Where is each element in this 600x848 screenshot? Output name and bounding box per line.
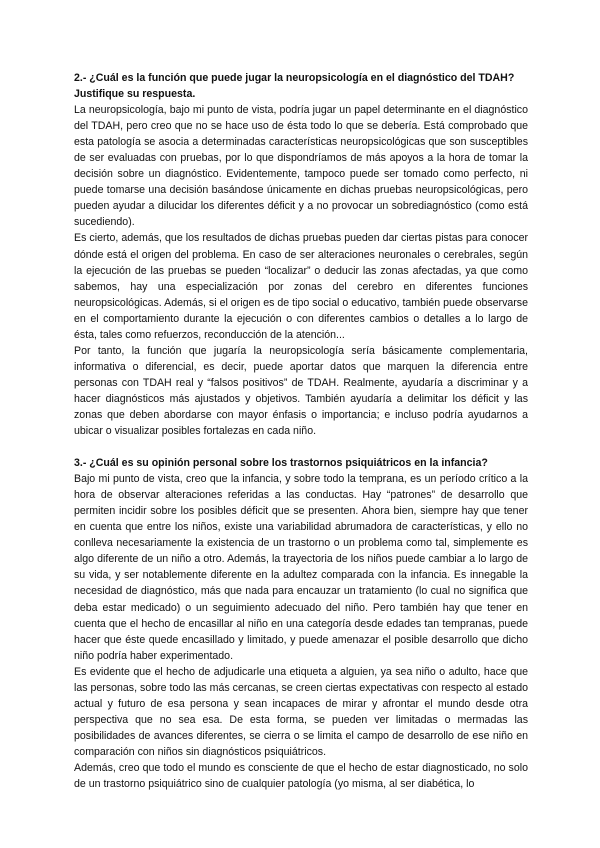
question-2-paragraph-2: Es cierto, además, que los resultados de dichas pruebas pueden dar ciertas pistas para conocer dónde está el origen del problema. En caso de ser alteraciones neuronales o cerebrales, según la ejecución de las pruebas se pueden “localizar” o deducir las zonas afectadas, ya que como sabemos, hay una especialización por zonas del cerebro en diferentes funciones neuropsicológicas. Además, si el origen es de tipo social o educativo, también puede observarse en el comportamiento durante la ejecución o con diferentes cambios o detalles a lo largo de ésta, tales como refuerzos, reconducción de la atención...	[74, 232, 528, 341]
question-2-paragraph-1: La neuropsicología, bajo mi punto de vista, podría jugar un papel determinante en el diagnóstico del TDAH, pero creo que no se hace uso de ésta todo lo que se debería. Está comprobado que esta patología se asocia a determinadas características neuropsicológicas que son susceptibles de ser evaluadas con pruebas, por lo que dispondríamos de más apoyos a la hora de tomar la decisión sobre un diagnóstico. Evidentemente, tampoco puede ser tomado como perfecto, ni puede tomarse una decisión basándose únicamente en dichas pruebas neuropsicológicas, pero pueden ayudar a dilucidar los diferentes déficit y a no provocar un sobrediagnóstico (como está sucediendo).	[74, 104, 528, 229]
question-2-heading: 2.- ¿Cuál es la función que puede jugar la neuropsicología en el diagnóstico del TDAH? Justifique su respuesta.	[74, 72, 515, 101]
question-3-heading: 3.- ¿Cuál es su opinión personal sobre los trastornos psiquiátricos en la infancia?	[74, 457, 488, 470]
section-spacer	[74, 439, 528, 455]
document-body	[74, 70, 528, 792]
question-2-paragraph-3: Por tanto, la función que jugaría la neuropsicología sería básicamente complementaria, informativa o diferencial, es decir, puede aportar datos que marquen la diferencia entre personas con TDAH real y “falsos positivos” de TDAH. Realmente, ayudaría a discriminar y a hacer diagnósticos más ajustados y objetivos. También ayudaría a delimitar los déficit y las zonas que deben abordarse con mayor énfasis o importancia; e incluso podría ayudarnos a ubicar o visualizar posibles fortalezas en cada niño.	[74, 344, 528, 438]
question-3-paragraph-3: Además, creo que todo el mundo es consciente de que el hecho de estar diagnosticado, no solo de un trastorno psiquiátrico sino de cualquier patología (yo misma, al ser diabética, lo	[74, 761, 528, 791]
question-3-paragraph-2: Es evidente que el hecho de adjudicarle una etiqueta a alguien, ya sea niño o adulto, hace que las personas, sobre todo las más cercanas, se creen ciertas expectativas con respecto al estado actual y futuro de esa persona y sean incapaces de mirar y afrontar el mundo desde otra perspectiva que no sea esa. De esta forma, se pueden ver limitadas o mermadas las posibilidades de avances diferentes, se cierra o se limita el campo de desarrollo de ese niño en comparación con niños sin diagnósticos psiquiátricos.	[74, 665, 528, 758]
question-3-paragraph-1: Bajo mi punto de vista, creo que la infancia, y sobre todo la temprana, es un período crítico a la hora de observar alteraciones referidas a las conductas. Hay “patrones” de desarrollo que permiten incidir sobre los posibles déficit que se presenten. Ahora bien, siempre hay que tener en cuenta que entre los niños, existe una variabilidad abrumadora de características, y ello no conlleva necesariamente la existencia de un trastorno o un problema como tal, simplemente es algo diferente de un niño a otro. Además, la trayectoria de los niños puede cambiar a lo largo de su vida, y ser notablemente diferente en la adultez comparada con la infancia. Es innegable la necesidad de diagnóstico, más que nada para encauzar un tratamiento (lo cual no significa que deba estar medicado) o un seguimiento adecuado del niño. Pero también hay que tener en cuenta que el hecho de encasillar al niño en una categoría desde edades tan tempranas, puede hacer que éste quede encasillado y limitado, y puede amenazar el posible desarrollo que dicho niño podría haber experimentado.	[74, 473, 528, 662]
